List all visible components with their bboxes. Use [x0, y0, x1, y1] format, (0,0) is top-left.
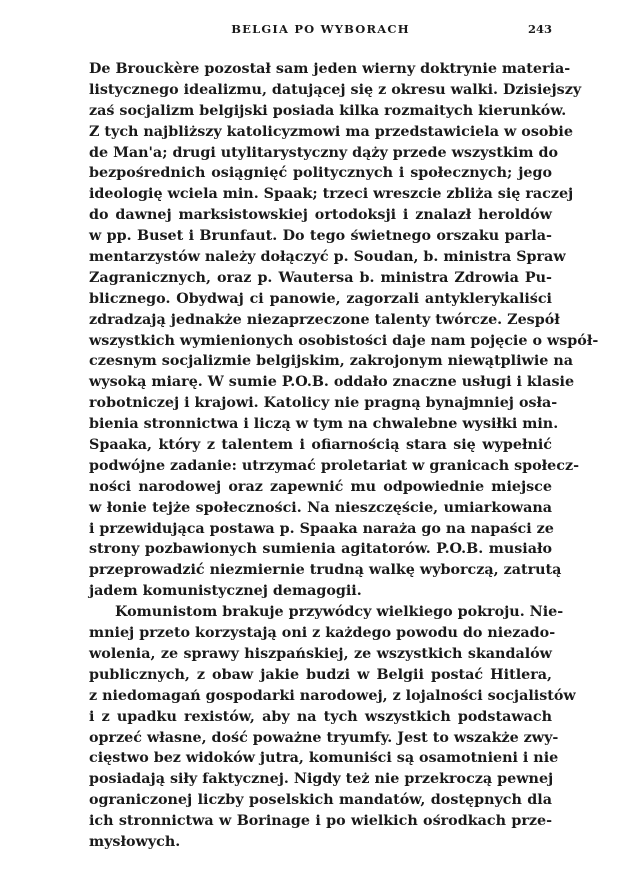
page-number: 243 [527, 22, 552, 36]
body-text [89, 59, 599, 853]
text-line: ideologię wciela min. Spaak; trzeci wreszcie zbliża się raczej [89, 186, 574, 203]
text-line: mniej przeto korzystają oni z każdego powodu do niezado- [89, 625, 556, 642]
text-line: zdradzają jednakże niezaprzeczone talenty twórcze. Zespół [89, 311, 560, 328]
text-line: wysoką miarę. W sumie P.O.B. oddało znaczne usługi i klasie [89, 374, 575, 391]
text-line: z niedomagań gospodarki narodowej, z lojalności socjalistów [89, 687, 576, 704]
text-line: mentarzystów należy dołączyć p. Soudan, b. ministra Spraw [89, 249, 566, 266]
text-line: i z upadku rexistów, aby na tych wszystkich podstawach [89, 708, 552, 725]
text-line: Spaaka, który z talentem i ofiarnością stara się wypełnić [89, 437, 552, 454]
running-title: BELGIA PO WYBORACH [231, 22, 410, 36]
text-line: do dawnej marksistowskiej ortodoksji i znalazł heroldów [89, 207, 552, 224]
text-line: de Man'a; drugi utylitarystyczny dąży przede wszystkim do [89, 144, 559, 161]
text-line: listycznego idealizmu, datującej się z okresu walki. Dzisiejszy [89, 81, 582, 98]
text-line: blicznego. Obydwaj ci panowie, zagorzali antyklerykaliści [89, 290, 552, 307]
text-line: podwójne zadanie: utrzymać proletariat w granicach społecz- [89, 457, 580, 474]
text-line: w łonie tejże społeczności. Na nieszczęście, umiarkowana [89, 499, 552, 516]
text-line: robotniczej i krajowi. Katolicy nie pragną bynajmniej osła- [89, 395, 558, 412]
text-line: zaś socjalizm belgijski posiada kilka rozmaitych kierunków. [89, 102, 567, 119]
text-line: czesnym socjalizmie belgijskim, zakrojonym niewątpliwie na [89, 353, 574, 370]
text-line: Zagranicznych, oraz p. Wautersa b. ministra Zdrowia Pu- [89, 269, 552, 286]
text-line: oprzeć własne, dość poważne tryumfy. Jest to wszakże zwy- [89, 729, 559, 746]
text-line: ograniczonej liczby poselskich mandatów, dostępnych dla [89, 792, 552, 809]
text-line: Komunistom brakuje przywódcy wielkiego pokroju. Nie- [115, 604, 564, 621]
text-line: strony pozbawionych sumienia agitatorów. P.O.B. musiało [89, 541, 552, 558]
text-line: i przewidująca postawa p. Spaaka naraża go na napaści ze [89, 520, 554, 537]
text-line: De Brouckère pozostał sam jeden wierny doktrynie materia- [89, 61, 571, 77]
text-line: Z tych najbliższy katolicyzmowi ma przedstawiciela w osobie [89, 123, 573, 140]
text-line: mysłowych. [89, 833, 181, 850]
text-line: ności narodowej oraz zapewnić mu odpowiednie miejsce [89, 478, 552, 495]
text-line: w pp. Buset i Brunfaut. Do tego świetnego orszaku parla- [89, 228, 552, 245]
text-line: przeprowadzić niezmiernie trudną walkę wyborczą, zatrutą [89, 562, 562, 579]
text-line: posiadają siły faktycznej. Nigdy też nie przekroczą pewnej [89, 771, 554, 788]
text-line: wszystkich wymienionych osobistości daje nam pojęcie o współ- [89, 332, 599, 349]
text-line: wolenia, ze sprawy hiszpańskiej, ze wszystkich skandalów [89, 645, 552, 662]
text-line: bienia stronnictwa i liczą w tym na chwalebne wysiłki min. [89, 416, 559, 433]
text-line: cięstwo bez widoków jutra, komuniści są osamotnieni i nie [89, 750, 559, 767]
text-line: jadem komunistycznej demagogii. [89, 583, 362, 600]
text-line: ich stronnictwa w Borinage i po wielkich ośrodkach prze- [89, 813, 552, 830]
paragraph [89, 602, 576, 853]
running-head [89, 22, 552, 42]
text-line: bezpośrednich osiągnięć politycznych i społecznych; jego [89, 165, 552, 182]
paragraph [89, 59, 599, 602]
text-line: publicznych, z obaw jakie budzi w Belgii postać Hitlera, [89, 666, 552, 683]
